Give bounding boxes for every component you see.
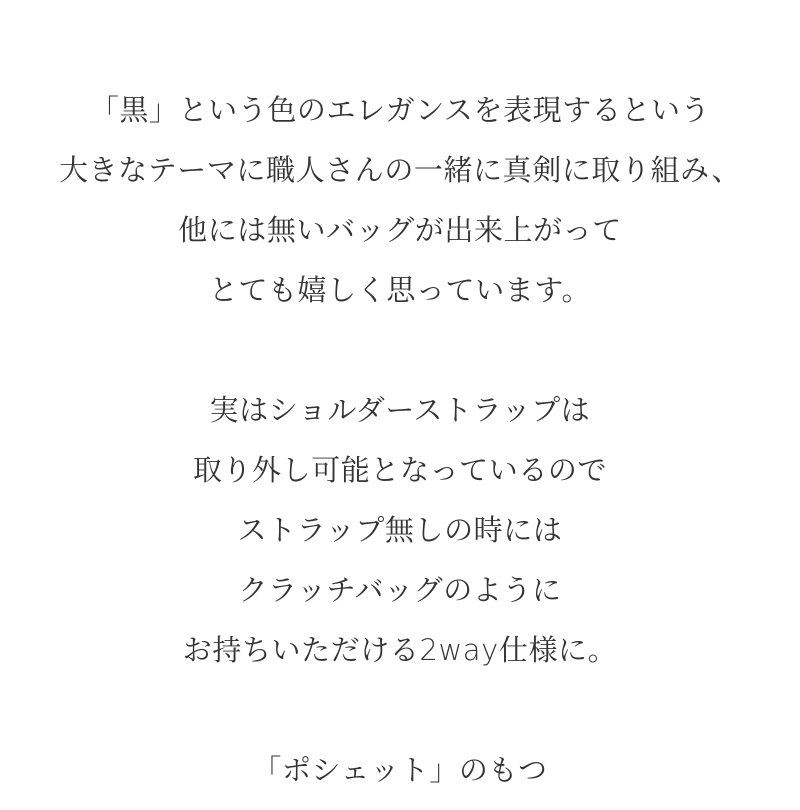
text-line: とても嬉しく思っています。 <box>208 273 592 307</box>
text-line: クラッチバッグのように <box>238 573 562 607</box>
paragraph-strap-feature <box>0 380 800 680</box>
text-line: 「ポシェット」のもつ <box>252 753 548 787</box>
paragraph-pochette-intro <box>0 740 800 800</box>
text-line: 実はショルダーストラップは <box>209 393 591 427</box>
text-line: ストラップ無しの時には <box>237 513 563 547</box>
text-line: 取り外し可能となっているので <box>192 453 608 487</box>
paragraph-elegance-statement <box>0 80 800 320</box>
text-line: 他には無いバッグが出来上がって <box>178 213 622 247</box>
text-line: 「黒」という色のエレガンスを表現するという <box>89 93 711 127</box>
text-line: 大きなテーマに職人さんの一緒に真剣に取り組み、 <box>58 153 742 187</box>
text-line: お持ちいただける2way仕様に。 <box>182 633 618 667</box>
